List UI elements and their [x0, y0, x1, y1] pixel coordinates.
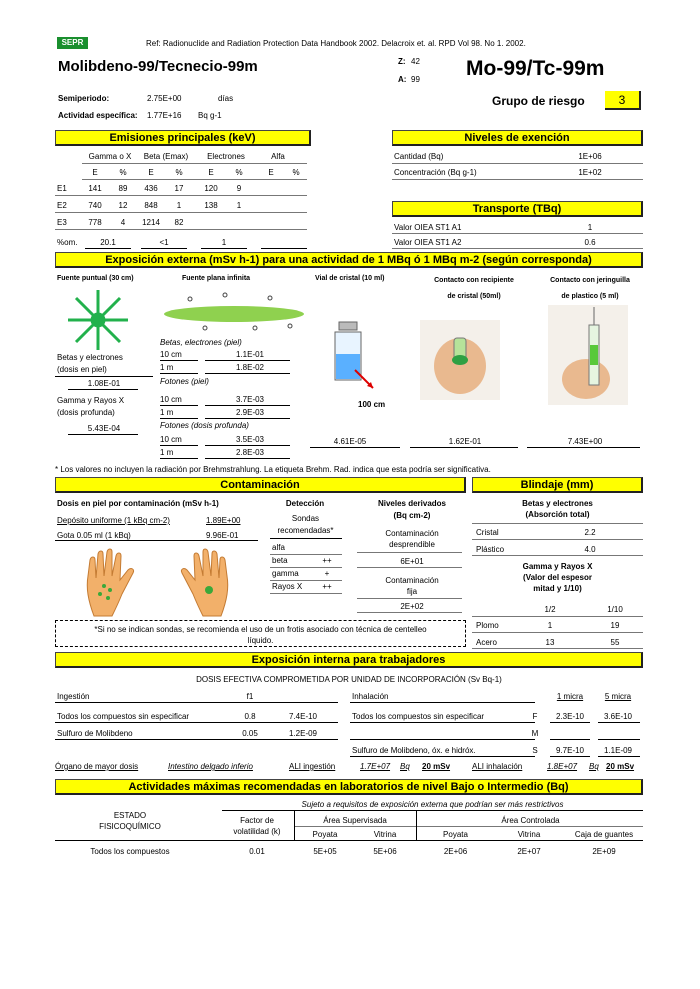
- activity-value: 1.77E+16: [147, 111, 182, 120]
- activity-unit: Bq g-1: [198, 111, 222, 120]
- internal-title: Exposición interna para trabajadores: [55, 652, 643, 668]
- plane-value: 2.9E-03: [235, 408, 265, 417]
- detection-title: Detección: [285, 499, 325, 508]
- emissions-subheader: E: [268, 168, 274, 177]
- vial-value: 4.61E-05: [333, 437, 367, 446]
- probes-title: Sondas recomendadas*: [277, 514, 334, 535]
- inhalation-type: S: [532, 746, 538, 755]
- emission-cell: 17: [174, 184, 184, 193]
- vial-image: [325, 320, 381, 400]
- fixed-label: Contaminación fija: [385, 576, 439, 596]
- shield-steel-label: Acero: [476, 638, 497, 647]
- shield-beta-title: Betas y electrones (Absorción total): [522, 499, 593, 519]
- emission-cell: 1: [176, 201, 182, 210]
- group-beta: Beta (Emax): [143, 152, 189, 161]
- col-vial: Vial de cristal (10 ml): [315, 275, 385, 282]
- ingestion-f1: 0.05: [242, 729, 258, 738]
- ali-ingestion-dose: 20 mSv: [422, 762, 451, 771]
- vial-distance: 100 cm: [358, 400, 386, 409]
- probe-name: Rayos X: [272, 582, 303, 591]
- emission-cell: 141: [88, 184, 102, 193]
- group-alpha: Alfa: [271, 152, 285, 161]
- nuclide-name: Molibdeno-99/Tecnecio-99m: [58, 58, 258, 75]
- pct-label: %om.: [57, 238, 78, 247]
- ali-inhalation-value: 1.8E+07: [547, 762, 578, 771]
- emissions-subheader: %: [292, 168, 300, 177]
- removable-value: 6E+01: [400, 557, 424, 566]
- half-life-unit: días: [218, 94, 234, 103]
- emission-pct: 20.1: [100, 238, 116, 247]
- ingestion-row-label: Sulfuro de Molibdeno: [57, 729, 133, 738]
- col-syringe: Contacto con jeringuilla de plastico (5 ml): [550, 277, 630, 300]
- col-container: Contacto con recipiente de cristal (50ml): [434, 277, 514, 300]
- emission-cell: 848: [144, 201, 158, 210]
- labs-factor-title: Factor de volatilidad (k): [233, 816, 281, 836]
- inhalation-label: Inhalación: [352, 692, 389, 701]
- activity-label: Actividad específica:: [58, 111, 138, 120]
- transport-title: Transporte (TBq): [392, 201, 643, 217]
- labs-subcolumn: Poyata: [443, 830, 468, 839]
- inhalation-5micra: 3.6E-10: [603, 712, 633, 721]
- shield-col-half: 1/2: [544, 605, 556, 614]
- emission-cell: 1214: [142, 218, 160, 227]
- emissions-title: Emisiones principales (keV): [55, 130, 311, 146]
- syringe-value: 7.43E+00: [567, 437, 603, 446]
- plane-distance: 10 cm: [160, 395, 182, 404]
- probe-name: gamma: [272, 569, 299, 578]
- plane-source-image: [160, 290, 308, 334]
- labs-subcolumn: Caja de guantes: [574, 830, 634, 839]
- exemption-conc-value: 1E+02: [578, 168, 602, 177]
- shield-steel-half: 13: [545, 638, 555, 647]
- fixed-value: 2E+02: [400, 602, 424, 611]
- labs-subcolumn: Vitrina: [517, 830, 541, 839]
- col-point-source: Fuente puntual (30 cm): [57, 275, 134, 282]
- plane-distance: 1 m: [160, 448, 174, 457]
- beta-point-value: 1.08E-01: [87, 379, 121, 388]
- emissions-subheader: %: [119, 168, 127, 177]
- plane-beta-title: Betas, electrones (piel): [160, 338, 242, 347]
- probe-name: beta: [272, 556, 288, 565]
- shield-lead-label: Plomo: [476, 621, 499, 630]
- plane-distance: 10 cm: [160, 435, 182, 444]
- z-label: Z:: [398, 57, 406, 66]
- ali-inhalation-unit: Bq: [589, 762, 599, 771]
- plane-distance: 10 cm: [160, 350, 182, 359]
- beta-label: Betas y electrones (dosis en piel): [57, 353, 123, 374]
- contamination-note: *Si no se indican sondas, se recomienda el uso de un frotis asociado con técnica de centelleo líquido.: [94, 625, 427, 645]
- emission-cell: 82: [174, 218, 184, 227]
- emissions-subheader: E: [148, 168, 154, 177]
- emission-row-label: E1: [57, 184, 67, 193]
- ingestion-f1: 0.8: [244, 712, 256, 721]
- emission-cell: 120: [204, 184, 218, 193]
- transport-a2-value: 0.6: [584, 238, 596, 247]
- ali-ingestion-unit: Bq: [400, 762, 410, 771]
- plane-photon-title: Fotones (piel): [160, 377, 209, 386]
- inhalation-5micra: 1.1E-09: [603, 746, 633, 755]
- skin-row-2-value: 9.96E-01: [206, 531, 239, 540]
- risk-group-label: Grupo de riesgo: [492, 94, 585, 108]
- plane-value: 3.5E-03: [235, 435, 265, 444]
- syringe-image: [548, 305, 628, 405]
- half-life-label: Semiperiodo:: [58, 94, 110, 103]
- ingestion-value: 7.4E-10: [288, 712, 318, 721]
- inhalation-type: F: [532, 712, 538, 721]
- shield-steel-tenth: 55: [610, 638, 620, 647]
- internal-subtitle: DOSIS EFECTIVA COMPROMETIDA POR UNIDAD DE INCORPORACIÓN (Sv Bq-1): [196, 675, 502, 684]
- sepr-badge: SEPR: [57, 37, 88, 49]
- external-title: Exposición externa (mSv h-1) para una actividad de 1 MBq ó 1 MBq m-2 (según corresponda): [55, 252, 643, 268]
- exemption-qty-value: 1E+06: [578, 152, 602, 161]
- organ-value: Intestino delgado inferio: [168, 762, 253, 771]
- reference-text: Ref: Radionuclide and Radiation Protection Data Handbook 2002. Delacroix et. al. RPD Vol 98. No 1. 2002.: [146, 39, 526, 48]
- col-5micra: 5 micra: [604, 692, 632, 701]
- group-gamma: Gamma o X: [88, 152, 132, 161]
- exemption-conc-label: Concentración (Bq g-1): [394, 168, 477, 177]
- plane-distance: 1 m: [160, 408, 174, 417]
- derived-levels-title: Niveles derivados (Bq cm-2): [377, 499, 447, 520]
- emissions-subheader: %: [175, 168, 183, 177]
- labs-row-value: 5E+06: [373, 847, 397, 856]
- labs-subject-note: Sujeto a requisitos de exposición externa que podrían ser más restrictivos: [301, 800, 564, 809]
- skin-dose-title: Dosis en piel por contaminación (mSv h-1): [57, 499, 219, 508]
- emissions-subheader: %: [235, 168, 243, 177]
- shield-lead-half: 1: [547, 621, 553, 630]
- plane-deep-title: Fotones (dosis profunda): [160, 421, 249, 430]
- ali-inhalation-dose: 20 mSv: [606, 762, 635, 771]
- emission-cell: 1: [236, 201, 242, 210]
- emissions-subheader: E: [208, 168, 214, 177]
- shield-gamma-title: Gamma y Rayos X (Valor del espesor mitad y 1/10): [522, 562, 593, 593]
- transport-a2-label: Valor OIEA ST1 A2: [394, 238, 462, 247]
- inhalation-1micra: 9.7E-10: [555, 746, 585, 755]
- labs-row-value: 5E+05: [313, 847, 337, 856]
- emission-cell: 740: [88, 201, 102, 210]
- point-source-image: [62, 288, 134, 352]
- col-1micra: 1 micra: [556, 692, 584, 701]
- emission-cell: 138: [204, 201, 218, 210]
- f1-label: f1: [246, 692, 254, 701]
- a-value: 99: [411, 75, 420, 84]
- shield-lead-tenth: 19: [610, 621, 620, 630]
- group-electrons: Electrones: [207, 152, 245, 161]
- labs-controlled: Área Controlada: [501, 816, 560, 825]
- emission-row-label: E3: [57, 218, 67, 227]
- transport-a1-value: 1: [587, 223, 593, 232]
- emission-pct: <1: [159, 238, 169, 247]
- exemption-title: Niveles de exención: [392, 130, 643, 146]
- emission-cell: 778: [88, 218, 102, 227]
- inhalation-row-label: Todos los compuestos sin especificar: [352, 712, 485, 721]
- hand-right-image: [175, 548, 235, 618]
- emissions-subheader: E: [92, 168, 98, 177]
- nuclide-symbol: Mo-99/Tc-99m: [466, 57, 605, 80]
- skin-row-1-label: Depósito uniforme (1 kBq cm-2): [57, 516, 170, 525]
- labs-subcolumn: Vitrina: [373, 830, 397, 839]
- organ-label: Órgano de mayor dosis: [55, 762, 139, 771]
- probe-mark: ++: [322, 556, 332, 565]
- emission-cell: 9: [236, 184, 242, 193]
- contamination-title: Contaminación: [55, 477, 466, 493]
- probe-mark: ++: [322, 582, 332, 591]
- hand-left-image: [80, 548, 140, 618]
- labs-row-label: Todos los compuestos: [90, 847, 170, 856]
- plane-value: 1.1E-01: [235, 350, 265, 359]
- skin-row-1-value: 1.89E+00: [206, 516, 241, 525]
- emission-cell: 436: [144, 184, 158, 193]
- labs-title: Actividades máximas recomendadas en laboratorios de nivel Bajo o Intermedio (Bq): [55, 779, 643, 795]
- plane-value: 2.8E-03: [235, 448, 265, 457]
- shield-glass-value: 2.2: [584, 528, 596, 537]
- ali-inhalation-label: ALI inhalación: [472, 762, 523, 771]
- probe-name: alfa: [272, 543, 285, 552]
- shield-glass-label: Cristal: [476, 528, 499, 537]
- plane-value: 3.7E-03: [235, 395, 265, 404]
- col-plane-source: Fuente plana infinita: [182, 275, 251, 282]
- emission-cell: 12: [118, 201, 128, 210]
- inhalation-1micra: 2.3E-10: [555, 712, 585, 721]
- probe-mark: +: [324, 569, 330, 578]
- z-value: 42: [411, 57, 420, 66]
- ingestion-row-label: Todos los compuestos sin especificar: [57, 712, 190, 721]
- labs-row-value: 0.01: [249, 847, 265, 856]
- labs-supervised: Área Supervisada: [323, 816, 387, 825]
- emission-row-label: E2: [57, 201, 67, 210]
- container-value: 1.62E-01: [448, 437, 482, 446]
- emission-cell: 4: [120, 218, 126, 227]
- emission-pct: 1: [221, 238, 227, 247]
- ingestion-value: 1.2E-09: [288, 729, 318, 738]
- plane-value: 1.8E-02: [235, 363, 265, 372]
- transport-a1-label: Valor OIEA ST1 A1: [394, 223, 462, 232]
- shield-col-tenth: 1/10: [607, 605, 623, 614]
- inhalation-row-label: Sulfuro de Molibdeno, óx. e hidróx.: [352, 746, 476, 755]
- half-life-value: 2.75E+00: [147, 94, 182, 103]
- risk-group-value: 3: [605, 91, 641, 110]
- plane-distance: 1 m: [160, 363, 174, 372]
- shield-plastic-value: 4.0: [584, 545, 596, 554]
- ali-ingestion-value: 1.7E+07: [360, 762, 391, 771]
- emission-cell: 89: [118, 184, 128, 193]
- labs-state-title: ESTADO FISICOQUÍMICO: [99, 811, 161, 831]
- inhalation-type: M: [531, 729, 539, 738]
- removable-label: Contaminación desprendible: [385, 529, 439, 549]
- skin-row-2-label: Gota 0.05 ml (1 kBq): [57, 531, 131, 540]
- ali-ingestion-label: ALI ingestión: [289, 762, 336, 771]
- shield-plastic-label: Plástico: [476, 545, 505, 554]
- container-image: [420, 320, 500, 400]
- ingestion-label: Ingestión: [57, 692, 90, 701]
- labs-row-value: 2E+07: [517, 847, 541, 856]
- shielding-title: Blindaje (mm): [472, 477, 643, 493]
- external-footnote: * Los valores no incluyen la radiación por Brehmstrahlung. La etiqueta Brehm. Rad. indica que esta podría ser significativa.: [55, 465, 491, 474]
- labs-subcolumn: Poyata: [312, 830, 338, 839]
- gamma-label: Gamma y Rayos X (dosis profunda): [57, 396, 125, 417]
- a-label: A:: [398, 75, 407, 84]
- labs-row-value: 2E+06: [443, 847, 468, 856]
- labs-row-value: 2E+09: [592, 847, 616, 856]
- gamma-point-value: 5.43E-04: [87, 424, 121, 433]
- exemption-qty-label: Cantidad (Bq): [394, 152, 444, 161]
